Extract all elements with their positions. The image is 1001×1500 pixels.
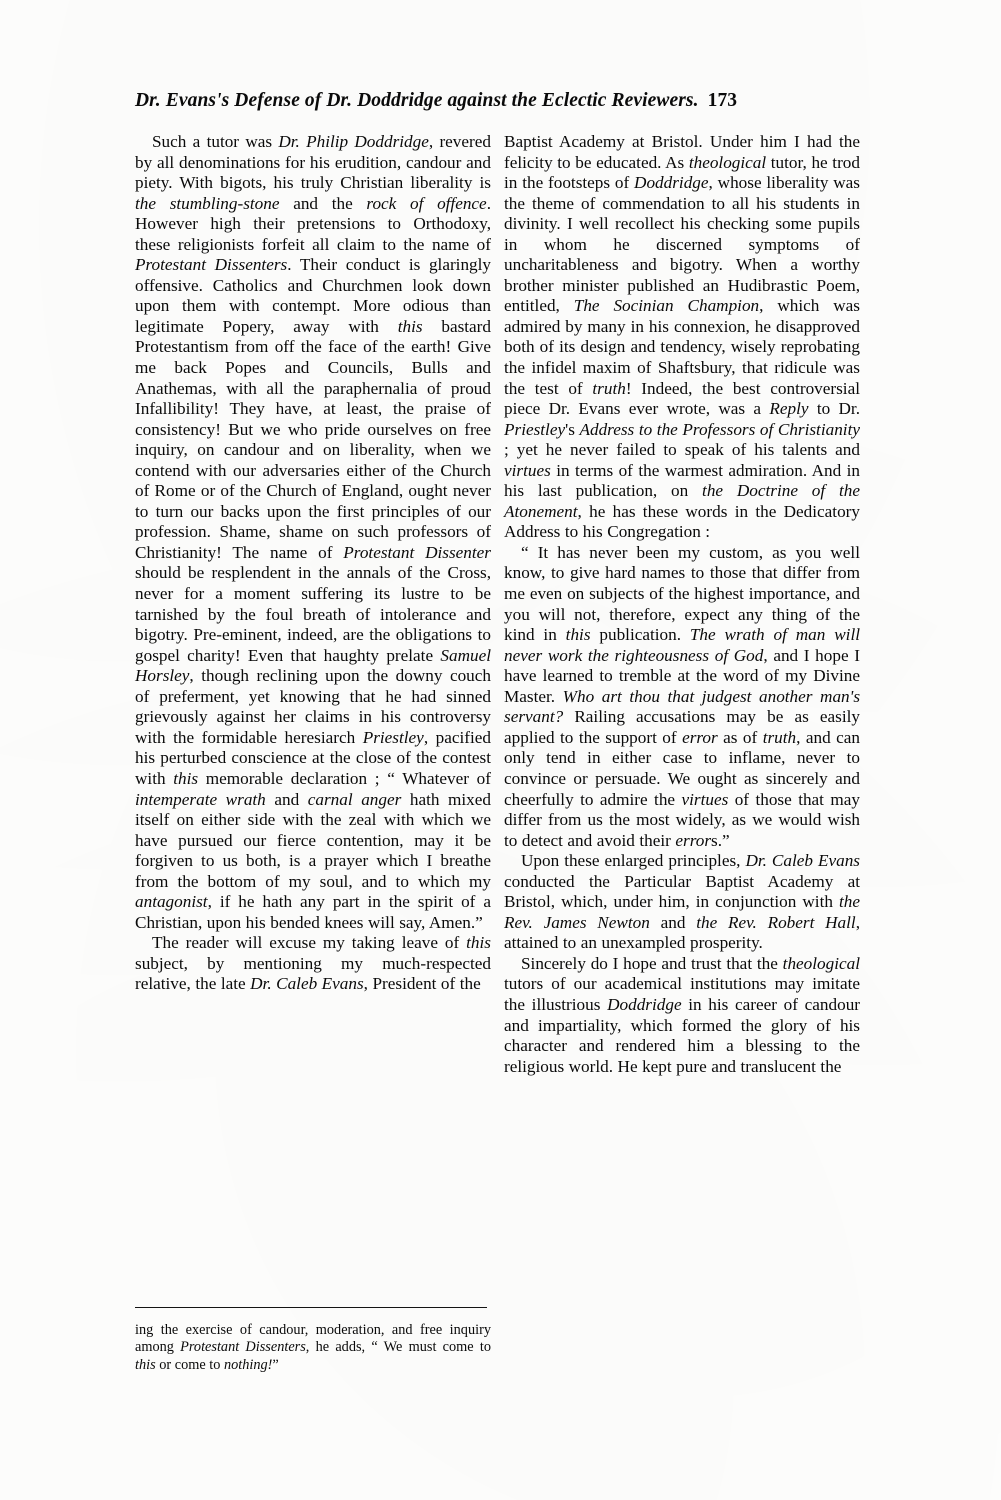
column-left <box>135 132 491 995</box>
paragraph: “ It has never been my custom, as you well know, to give hard names to those that differ from me even on subjects of the highest importance, and you will not, therefore, expect any thing of the kind in this publication. The wrath of man will never work the righteousness of God, and I hope I have learned to tremble at the word of my Divine Master. Who art thou that judgest another man's servant? Railing accusations may be as easily applied to the support of error as of truth, and can only tend in either case to inflame, never to convince or persuade. We ought as sincerely and cheerfully to admire the virtues of those that may differ from us the most widely, as we would wish to detect and avoid their errors.” <box>504 542 861 850</box>
paragraph: Upon these enlarged principles, Dr. Caleb Evans conducted the Particular Baptist Academy at Bristol, which, under him, in conjunction with the Rev. James Newton and the Rev. Robert Hall, attained to an unexampled prosperity. <box>504 851 860 953</box>
footnote-divider-rule <box>135 1307 487 1308</box>
running-head-title: Dr. Evans's Defense of Dr. Doddridge against the Eclectic Reviewers. <box>135 90 699 111</box>
paragraph: Such a tutor was Dr. Philip Doddridge, revered by all denominations for his erudition, candour and piety. With bigots, his truly Christian liberality is the stumbling-stone and the rock of offence. However high their pretensions to Orthodoxy, these religionists forfeit all claim to the name of Protestant Dissenters. Their conduct is glaringly offensive. Catholics and Churchmen look down upon them with contempt. More odious than legitimate Popery, away with this bastard Protestantism from off the face of the earth! Give me back Popes and Councils, Bulls and Anathemas, with all the paraphernalia of proud Infallibility! They have, at least, the praise of consistency! But we who pride ourselves on free inquiry, on candour and on liberality, when we contend with our adversaries either of the Church of Rome or of the Church of England, ought never to turn our backs upon the first principles of our profession. Shame, shame on such professors of Christianity! The name of Protestant Dissenter should be resplendent in the annals of the Cross, never for a moment suffering its lustre to be tarnished by the foul breath of intolerance and bigotry. Pre-eminent, indeed, are the obligations to gospel charity! Even that haughty prelate Samuel Horsley, though reclining upon the downy couch of preferment, yet knowing that he had sinned grievously against her claims in his controversy with the formidable heresiarch Priestley, pacified his perturbed conscience at the close of the contest with this memorable declaration ; “ Whatever of intemperate wrath and carnal anger hath mixed itself on either side with the zeal with which we have pursued our fierce contention, may it be forgiven to us both, is a prayer which I breathe from the bottom of my soul, and to which my antagonist, if he hath any part in the spirit of a Christian, upon his bended knees will say, Amen.” <box>135 132 491 932</box>
running-head <box>135 90 875 112</box>
paragraph: Baptist Academy at Bristol. Under him I had the felicity to be educated. As theological tutor, he trod in the footsteps of Doddridge, whose liberality was the theme of commendation to all his students in divinity. I well recollect his checking some pupils in whom he discerned symptoms of uncharitableness and bigotry. When a worthy brother minister published an Hudibrastic Poem, entitled, The Socinian Champion, which was admired by many in his connexion, he disapproved both of its design and tendency, wisely reprobating the infidel maxim of Shaftsbury, that ridicule was the test of truth! Indeed, the best controversial piece Dr. Evans ever wrote, was a Reply to Dr. Priestley's Address to the Professors of Christianity ; yet he never failed to speak of his talents and virtues in terms of the warmest admiration. And in his last publication, on the Doctrine of the Atonement, he has these words in the Dedicatory Address to his Congregation : <box>504 132 860 542</box>
page-number: 173 <box>707 90 738 111</box>
footnote-text: ing the exercise of candour, moderation, and free inquiry among Protestant Dissenters, he adds, “ We must come to this or come to nothing!” <box>135 1322 491 1373</box>
paragraph: Sincerely do I hope and trust that the theological tutors of our academical institutions may imitate the illustrious Doddridge in his career of candour and impartiality, which formed the glory of his character and rendered him a blessing to the religious world. He kept pure and translucent the <box>504 953 861 1076</box>
paragraph: The reader will excuse my taking leave of this subject, by mentioning my much-respected relative, the late Dr. Caleb Evans, President of the <box>135 933 491 994</box>
column-right <box>504 132 860 1077</box>
